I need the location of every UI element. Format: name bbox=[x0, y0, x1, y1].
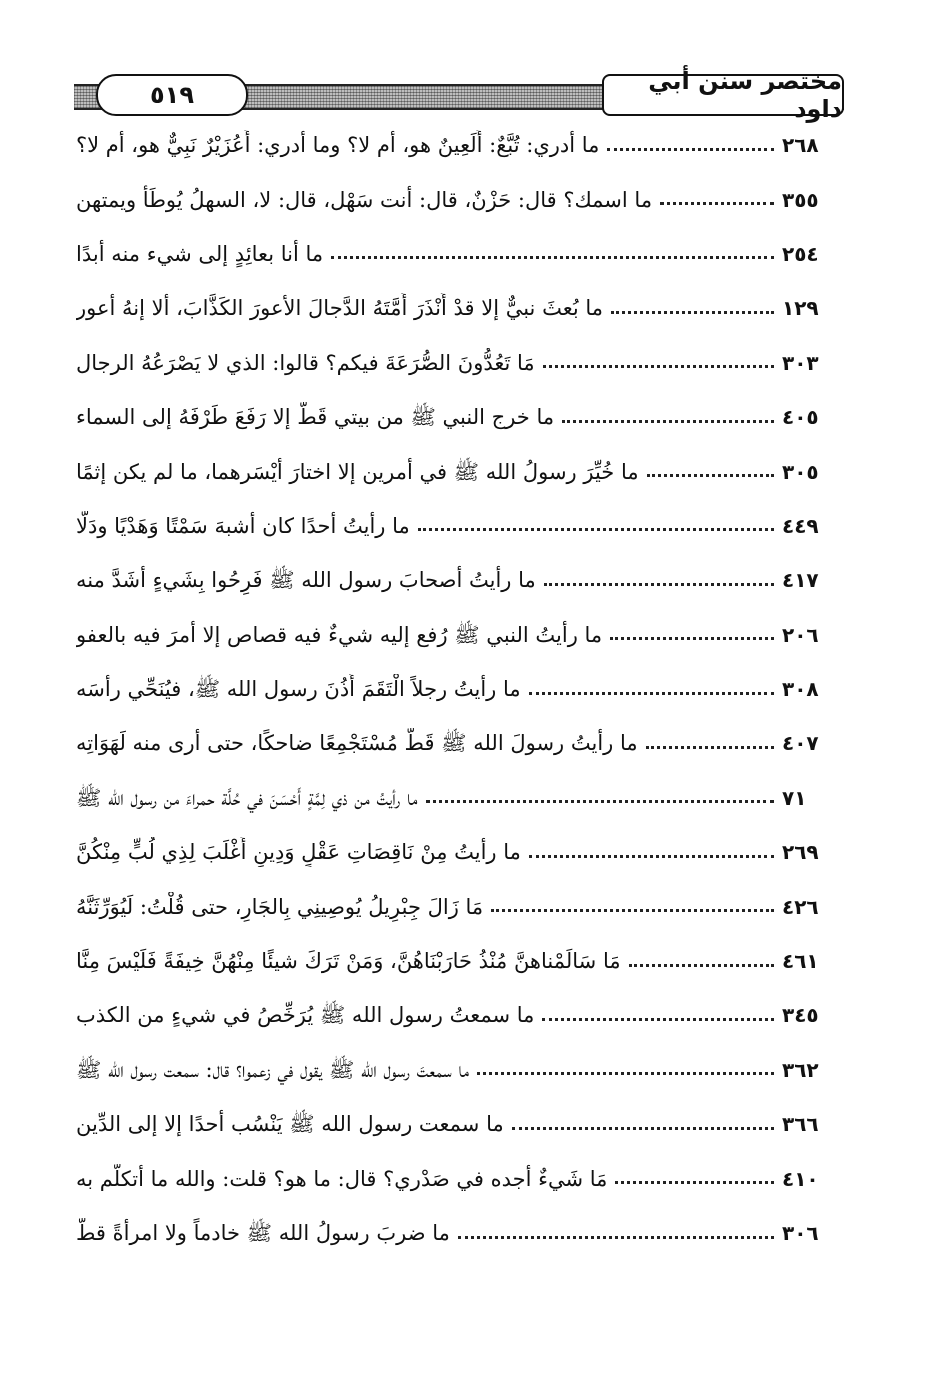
index-entry bbox=[76, 1097, 846, 1151]
dot-leader bbox=[647, 474, 774, 477]
entry-page-number: ٤٦١ bbox=[782, 949, 819, 974]
entry-text: مَا زَالَ جِبْرِيلُ يُوصِينِي بِالجَارِ، حتى قُلْتُ: لَيُوَرِّثَنَّهُ bbox=[76, 894, 484, 919]
entry-page-number: ٤٤٩ bbox=[782, 513, 819, 538]
index-entry bbox=[76, 988, 846, 1042]
entry-text: ما سمعت رسول الله ﷺ يَنْسُب أحدًا إلا إلى الدِّين bbox=[76, 1112, 504, 1137]
index-entry bbox=[76, 934, 846, 988]
entry-text: ما أدري: تُبَّعٌ: أَلَعِينٌ هو، أم لا؟ وما أدري: أَعُزَيْرٌ نَبِيٌّ هو، أم لا؟ bbox=[76, 133, 600, 158]
index-entry bbox=[76, 336, 846, 390]
entry-text: ما رأيتُ من ذي لِمَّةٍ أَحْسَنَ في حُلَّة حمراءَ من رسول الله ﷺ bbox=[76, 785, 418, 810]
index-entry bbox=[76, 118, 846, 172]
index-entry bbox=[76, 771, 846, 825]
dot-leader bbox=[646, 746, 774, 749]
index-entry bbox=[76, 553, 846, 607]
dot-leader bbox=[512, 1127, 774, 1130]
dot-leader bbox=[544, 583, 774, 586]
dot-leader bbox=[458, 1236, 774, 1239]
entry-text: ما اسمك؟ قال: حَزْنٌ، قال: أنت سَهْل، قال: لا، السهلُ يُوطَأ ويمتهن bbox=[76, 187, 653, 212]
entry-text: ما خرج النبي ﷺ من بيتي قَطُّ إلا رَفَعَ طَرْفَهُ إلى السماء bbox=[76, 405, 555, 430]
entry-page-number: ٣٠٣ bbox=[782, 350, 819, 375]
entry-page-number: ٣٤٥ bbox=[782, 1003, 819, 1028]
entry-text: ما سمعتَ رسول الله ﷺ يقول في زعموا؟ قال: سمعت رسول الله ﷺ bbox=[76, 1057, 470, 1082]
dot-leader bbox=[491, 909, 774, 912]
index-entry bbox=[76, 825, 846, 879]
entry-page-number: ٣٥٥ bbox=[782, 187, 819, 212]
dot-leader bbox=[562, 420, 774, 423]
entry-text: ما رأيتُ النبي ﷺ رُفع إليه شيءٌ فيه قصاص إلا أمرَ فيه بالعفو bbox=[76, 622, 603, 647]
index-entry bbox=[76, 1206, 846, 1260]
dot-leader bbox=[426, 800, 774, 803]
entry-page-number: ٤١٧ bbox=[782, 568, 819, 593]
entry-text: مَا سَالَمْناهنَّ مُنْذُ حَارَبْنَاهُنَّ، وَمَنْ تَرَكَ شيئًا مِنْهُنَّ خِيفَةً فَلَيْسَ مِنَّا bbox=[76, 949, 621, 974]
entry-text: ما رأيتُ مِنْ نَاقِصَاتِ عَقْلٍ وَدِينٍ أَغْلَبَ لِذِي لُبٍّ مِنْكُنَّ bbox=[76, 840, 521, 865]
book-title: مختصر سنن أبي داود bbox=[602, 74, 844, 116]
dot-leader bbox=[477, 1072, 774, 1075]
entry-page-number: ٣٠٦ bbox=[782, 1221, 819, 1245]
entry-page-number: ٢٥٤ bbox=[782, 241, 819, 266]
entry-page-number: ٢٦٩ bbox=[782, 840, 819, 865]
dot-leader bbox=[331, 256, 774, 259]
index-entry bbox=[76, 444, 846, 498]
entry-page-number: ١٢٩ bbox=[782, 296, 819, 321]
entry-text: مَا شَيءٌ أجده في صَدْري؟ قال: ما هو؟ قلت: والله ما أتكلَّم به bbox=[76, 1166, 608, 1191]
index-entry bbox=[76, 281, 846, 335]
index-list bbox=[76, 118, 846, 1260]
entry-page-number: ٣٠٥ bbox=[782, 459, 819, 484]
index-entry bbox=[76, 1043, 846, 1097]
index-entry bbox=[76, 879, 846, 933]
dot-leader bbox=[543, 365, 774, 368]
index-entry bbox=[76, 172, 846, 226]
entry-text: ما سمعتُ رسول الله ﷺ يُرَخِّصُ في شيءٍ من الكذب bbox=[76, 1003, 535, 1028]
index-entry bbox=[76, 716, 846, 770]
dot-leader bbox=[615, 1181, 774, 1184]
entry-page-number: ٣٦٢ bbox=[782, 1057, 819, 1082]
entry-page-number: ٣٠٨ bbox=[782, 677, 819, 702]
entry-text: ما بُعثَ نبيٌّ إلا قدْ أَنْذَرَ أُمَّتَهُ الدَّجالَ الأعورَ الكَذَّابَ، ألا إنهُ أعور bbox=[76, 296, 603, 321]
entry-page-number: ٧١ bbox=[782, 785, 807, 810]
entry-text: ما رأيتُ رجلاً الْتَقَمَ أُذُنَ رسول الله ﷺ، فيُنَحِّي رأسَه bbox=[76, 677, 521, 702]
entry-text: ما خُيِّرَ رسولُ الله ﷺ في أمرين إلا اختارَ أيْسَرهما، ما لم يكن إثمًا bbox=[76, 459, 639, 484]
entry-page-number: ٤٠٥ bbox=[782, 405, 819, 430]
entry-text: ما ضربَ رسولُ الله ﷺ خادماً ولا امرأةً قطُّ bbox=[76, 1221, 450, 1245]
page-header bbox=[74, 67, 844, 123]
entry-text: ما رأيتُ أصحابَ رسول الله ﷺ فَرِحُوا بِشَيءٍ أشَدَّ منه bbox=[76, 568, 536, 593]
entry-page-number: ٤٠٧ bbox=[782, 731, 819, 756]
index-entry bbox=[76, 390, 846, 444]
index-entry bbox=[76, 227, 846, 281]
entry-page-number: ٢٦٨ bbox=[782, 133, 819, 158]
entry-text: ما رأيتُ أحدًا كان أشبهَ سَمْتًا وَهَدْيًا ودَلًّا bbox=[76, 513, 410, 538]
entry-text: ما أنا بعائِدٍ إلى شيء منه أبدًا bbox=[76, 241, 324, 266]
index-entry bbox=[76, 662, 846, 716]
entry-page-number: ٤١٠ bbox=[782, 1166, 819, 1191]
dot-leader bbox=[611, 311, 774, 314]
dot-leader bbox=[629, 964, 774, 967]
entry-page-number: ٢٠٦ bbox=[782, 622, 819, 647]
entry-text: ما رأيتُ رسولَ الله ﷺ قَطُّ مُسْتَجْمِعًا ضاحكًا، حتى أرى منه لَهَوَاتِه bbox=[76, 731, 638, 756]
page-number: ٥١٩ bbox=[96, 74, 248, 116]
dot-leader bbox=[607, 148, 774, 151]
dot-leader bbox=[660, 202, 774, 205]
entry-text: مَا تَعُدُّونَ الصُّرَعَةَ فيكم؟ قالوا: الذي لا يَصْرَعُهُ الرجال bbox=[76, 350, 535, 375]
entry-page-number: ٤٢٦ bbox=[782, 894, 819, 919]
index-entry bbox=[76, 499, 846, 553]
dot-leader bbox=[418, 528, 774, 531]
dot-leader bbox=[529, 855, 774, 858]
index-entry bbox=[76, 608, 846, 662]
dot-leader bbox=[529, 692, 774, 695]
entry-page-number: ٣٦٦ bbox=[782, 1112, 819, 1137]
dot-leader bbox=[542, 1018, 774, 1021]
index-entry bbox=[76, 1151, 846, 1205]
dot-leader bbox=[610, 637, 774, 640]
